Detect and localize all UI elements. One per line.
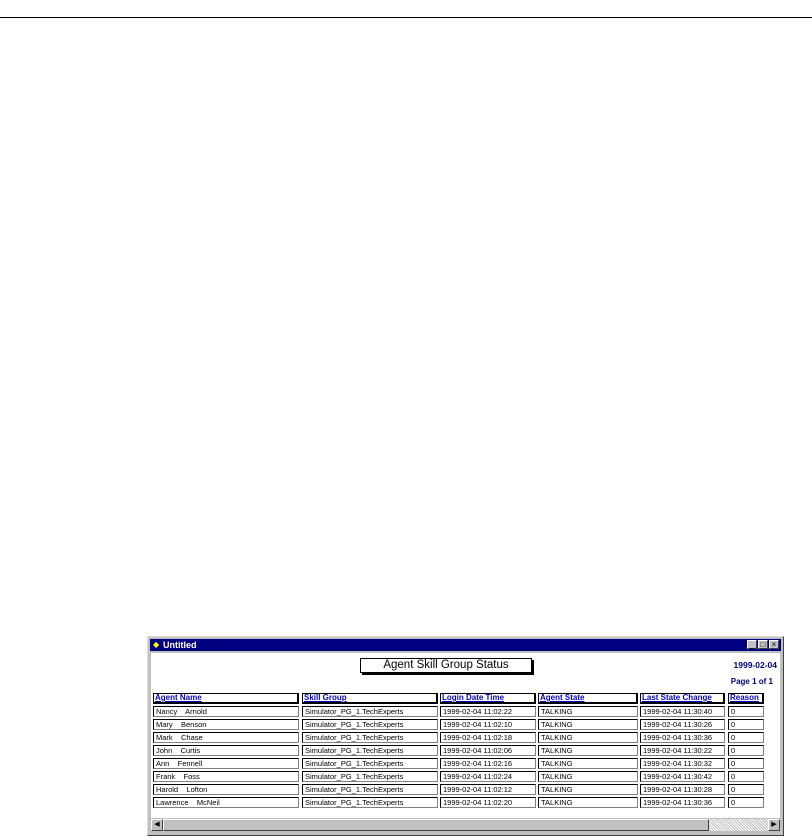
cell-reason: 0 (728, 771, 764, 782)
column-header-agent-state[interactable]: Agent State (538, 693, 638, 704)
cell-agent-state: TALKING (538, 797, 638, 808)
cell-last-state-change: 1999-02-04 11:30:36 (640, 797, 725, 808)
close-button[interactable]: × (769, 640, 779, 649)
column-header-login-date-time[interactable]: Login Date Time (440, 693, 536, 704)
cell-skill-group: Simulator_PG_1.TechExperts (302, 745, 438, 756)
cell-last-state-change: 1999-02-04 11:30:32 (640, 758, 725, 769)
cell-agent-state: TALKING (538, 706, 638, 717)
cell-reason: 0 (728, 797, 764, 808)
cell-last-state-change: 1999-02-04 11:30:40 (640, 706, 725, 717)
scroll-thumb[interactable] (163, 819, 709, 831)
cell-agent-name: Lawrence McNeil (153, 797, 299, 808)
scroll-right-arrow-icon[interactable]: ▶ (768, 819, 780, 831)
cell-last-state-change: 1999-02-04 11:30:42 (640, 771, 725, 782)
cell-last-state-change: 1999-02-04 11:30:26 (640, 719, 725, 730)
page-top-rule (0, 17, 812, 18)
cell-agent-state: TALKING (538, 745, 638, 756)
cell-agent-name: Ann Fennell (153, 758, 299, 769)
cell-agent-state: TALKING (538, 719, 638, 730)
column-header-skill-group[interactable]: Skill Group (302, 693, 438, 704)
cell-login-date-time: 1999-02-04 11:02:24 (440, 771, 536, 782)
cell-login-date-time: 1999-02-04 11:02:16 (440, 758, 536, 769)
cell-last-state-change: 1999-02-04 11:30:36 (640, 732, 725, 743)
cell-skill-group: Simulator_PG_1.TechExperts (302, 758, 438, 769)
report-title: Agent Skill Group Status (360, 658, 532, 673)
cell-agent-name: Mary Benson (153, 719, 299, 730)
cell-login-date-time: 1999-02-04 11:02:22 (440, 706, 536, 717)
cell-agent-name: Frank Foss (153, 771, 299, 782)
cell-skill-group: Simulator_PG_1.TechExperts (302, 771, 438, 782)
cell-agent-state: TALKING (538, 771, 638, 782)
window-titlebar[interactable] (150, 639, 781, 651)
cell-login-date-time: 1999-02-04 11:02:20 (440, 797, 536, 808)
report-date: 1999-02-04 (733, 660, 777, 670)
horizontal-scrollbar[interactable] (151, 819, 780, 831)
cell-reason: 0 (728, 758, 764, 769)
cell-reason: 0 (728, 732, 764, 743)
cell-skill-group: Simulator_PG_1.TechExperts (302, 732, 438, 743)
cell-login-date-time: 1999-02-04 11:02:06 (440, 745, 536, 756)
cell-agent-state: TALKING (538, 758, 638, 769)
cell-skill-group: Simulator_PG_1.TechExperts (302, 706, 438, 717)
cell-skill-group: Simulator_PG_1.TechExperts (302, 719, 438, 730)
minimize-button[interactable]: _ (747, 640, 757, 649)
cell-login-date-time: 1999-02-04 11:02:10 (440, 719, 536, 730)
scroll-left-arrow-icon[interactable]: ◀ (151, 819, 163, 831)
window-app-icon[interactable]: ◆ (153, 640, 160, 649)
cell-skill-group: Simulator_PG_1.TechExperts (302, 784, 438, 795)
cell-agent-name: Mark Chase (153, 732, 299, 743)
report-canvas (151, 653, 780, 818)
report-window (147, 636, 784, 836)
scroll-track[interactable] (709, 819, 768, 831)
cell-reason: 0 (728, 784, 764, 795)
cell-agent-name: Nancy Arnold (153, 706, 299, 717)
cell-last-state-change: 1999-02-04 11:30:28 (640, 784, 725, 795)
cell-agent-name: John Curtis (153, 745, 299, 756)
column-header-last-state-change[interactable]: Last State Change (640, 693, 725, 704)
cell-reason: 0 (728, 719, 764, 730)
cell-skill-group: Simulator_PG_1.TechExperts (302, 797, 438, 808)
cell-reason: 0 (728, 745, 764, 756)
column-header-agent-name[interactable]: Agent Name (153, 693, 299, 704)
column-header-reason[interactable]: Reason (728, 693, 764, 704)
page-indicator: Page 1 of 1 (730, 677, 773, 686)
cell-login-date-time: 1999-02-04 11:02:12 (440, 784, 536, 795)
cell-agent-name: Harold Lofton (153, 784, 299, 795)
cell-reason: 0 (728, 706, 764, 717)
cell-agent-state: TALKING (538, 784, 638, 795)
cell-login-date-time: 1999-02-04 11:02:18 (440, 732, 536, 743)
cell-last-state-change: 1999-02-04 11:30:22 (640, 745, 725, 756)
cell-agent-state: TALKING (538, 732, 638, 743)
window-title: Untitled (163, 640, 197, 650)
maximize-button[interactable]: □ (758, 640, 768, 649)
